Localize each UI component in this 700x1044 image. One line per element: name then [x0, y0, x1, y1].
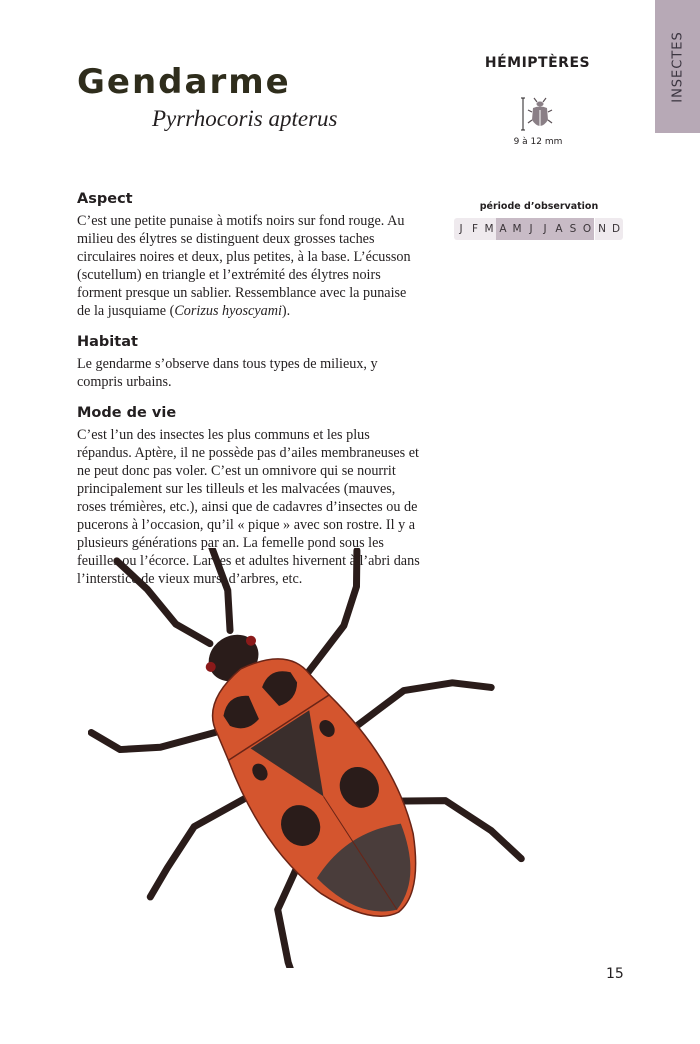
month-cell: D [611, 223, 621, 235]
lifestyle-heading: Mode de vie [77, 405, 177, 421]
aspect-paragraph: C’est une petite punaise à motifs noirs sur fond rouge. Au milieu des élytres se distinguent deux grosses taches circulaires noires et deux, plus petites, à la base. L’écusson (scutellum) en triangle et l’extrémité des élytres noirs forment presque un sablier. Ressemblance avec la punaise de la jusquiame (Corizus hyoscyami). [77, 213, 411, 319]
species-latin-name: Pyrrhocoris apterus [152, 106, 338, 131]
month-cell: M [510, 218, 524, 240]
species-common-name: Gendarme [77, 62, 291, 102]
page-number: 15 [606, 966, 624, 982]
month-cell: J [524, 218, 538, 240]
section-tab-label: INSECTES [670, 30, 685, 103]
month-cell: S [566, 218, 580, 240]
size-range: 9 à 12 mm [513, 137, 563, 147]
month-cell: J [538, 218, 552, 240]
insect-order: HÉMIPTÈRES [484, 55, 591, 71]
lifestyle-paragraph: C’est l’un des insectes les plus communs et les plus répandus. Aptère, il ne possède pas d’ailes membraneuses et ne peut donc pas voler. C’est un omnivore qui se nourrit principalement sur les tilleuls et les malvacées (mauves, roses trémières, etc.), ainsi que de cadavres d’insectes ou de pucerons à l’occasion, qu’il « pique » avec son rostre. Il y a plusieurs générations par an. La femelle pond sous les feuilles ou l’écorce. Larves et adultes hivernent à l’abri dans l’interstice de vieux murs, d’arbres, etc. [77, 427, 420, 587]
month-cell: N [598, 223, 606, 235]
habitat-paragraph: Le gendarme s’observe dans tous types de milieux, y compris urbains. [77, 356, 378, 390]
habitat-heading: Habitat [77, 334, 138, 350]
observation-months-bar [454, 218, 623, 240]
month-cell: M [484, 223, 494, 235]
size-bug-icon [520, 96, 560, 134]
month-cell: A [552, 218, 566, 240]
month-cell: O [580, 218, 595, 240]
aspect-heading: Aspect [77, 191, 133, 207]
section-tab [655, 0, 700, 133]
firebug-illustration [88, 548, 623, 968]
observation-period-label: période d’observation [479, 201, 599, 212]
month-cell: A [496, 218, 510, 240]
month-cell: J [459, 223, 463, 235]
description-text [77, 191, 422, 602]
month-cell: F [471, 223, 479, 235]
